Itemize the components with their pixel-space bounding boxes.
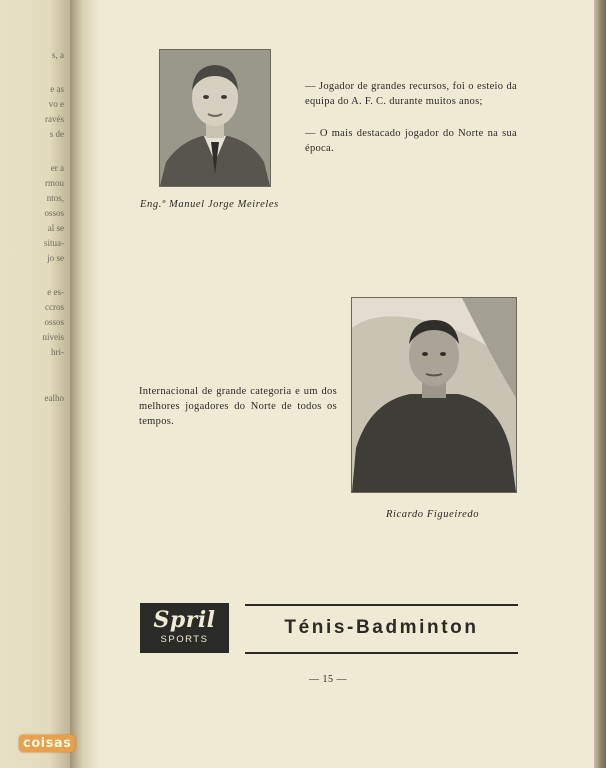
player-bio xyxy=(305,79,517,156)
portrait-figueiredo-icon xyxy=(352,298,516,492)
portrait-photo-meireles xyxy=(159,49,271,187)
facing-text-fragment: ossos xyxy=(44,208,64,218)
facing-text-fragment: situa- xyxy=(44,238,64,248)
spril-sports-logo xyxy=(140,603,229,653)
bio-paragraph: Internacional de grande categoria e um dos melhores jogadores do Norte de todos os tempos. xyxy=(139,386,337,427)
photo-caption: Eng.º Manuel Jorge Meireles xyxy=(140,199,279,210)
document-page xyxy=(98,0,594,768)
logo-brand: Spril xyxy=(153,607,216,633)
page-edge xyxy=(594,0,606,768)
player-bio xyxy=(139,384,337,429)
logo-subtitle: SPORTS xyxy=(160,634,209,645)
facing-text-fragment: er a xyxy=(50,163,64,173)
facing-text-fragment: ntos, xyxy=(46,193,64,203)
watermark-logo: coisas xyxy=(19,735,75,752)
facing-text-fragment: ccros xyxy=(45,302,64,312)
photo-caption: Ricardo Figueiredo xyxy=(386,509,480,520)
facing-text-fragment: jo se xyxy=(47,253,64,263)
facing-text-fragment: hri- xyxy=(51,347,64,357)
facing-text-fragment: ossos xyxy=(44,317,64,327)
facing-text-fragment: ravés xyxy=(45,114,64,124)
facing-text-fragment: e as xyxy=(50,84,64,94)
facing-text-fragment: s de xyxy=(49,129,64,139)
facing-text-fragment: al se xyxy=(47,223,64,233)
portrait-photo-figueiredo xyxy=(351,297,517,493)
page-number: — 15 — xyxy=(309,674,347,685)
facing-text-fragment: vo e xyxy=(48,99,64,109)
bio-paragraph: — O mais destacado jogador do Norte na sua época. xyxy=(305,128,517,154)
ad-rule-bottom xyxy=(245,652,518,654)
ad-rule-top xyxy=(245,604,518,606)
facing-page xyxy=(0,0,70,768)
portrait-meireles-icon xyxy=(160,50,270,186)
facing-text-fragment: níveis xyxy=(42,332,64,342)
facing-text-fragment: e es- xyxy=(47,287,64,297)
facing-text-fragment: rmou xyxy=(45,178,64,188)
bio-paragraph: — Jogador de grandes recursos, foi o esteio da equipa do A. F. C. durante muitos anos; xyxy=(305,81,517,107)
ad-title: Ténis-Badminton xyxy=(284,617,479,638)
book-gutter xyxy=(70,0,98,768)
facing-text-fragment: s, a xyxy=(52,50,64,60)
facing-text-fragment: ealho xyxy=(44,393,64,403)
